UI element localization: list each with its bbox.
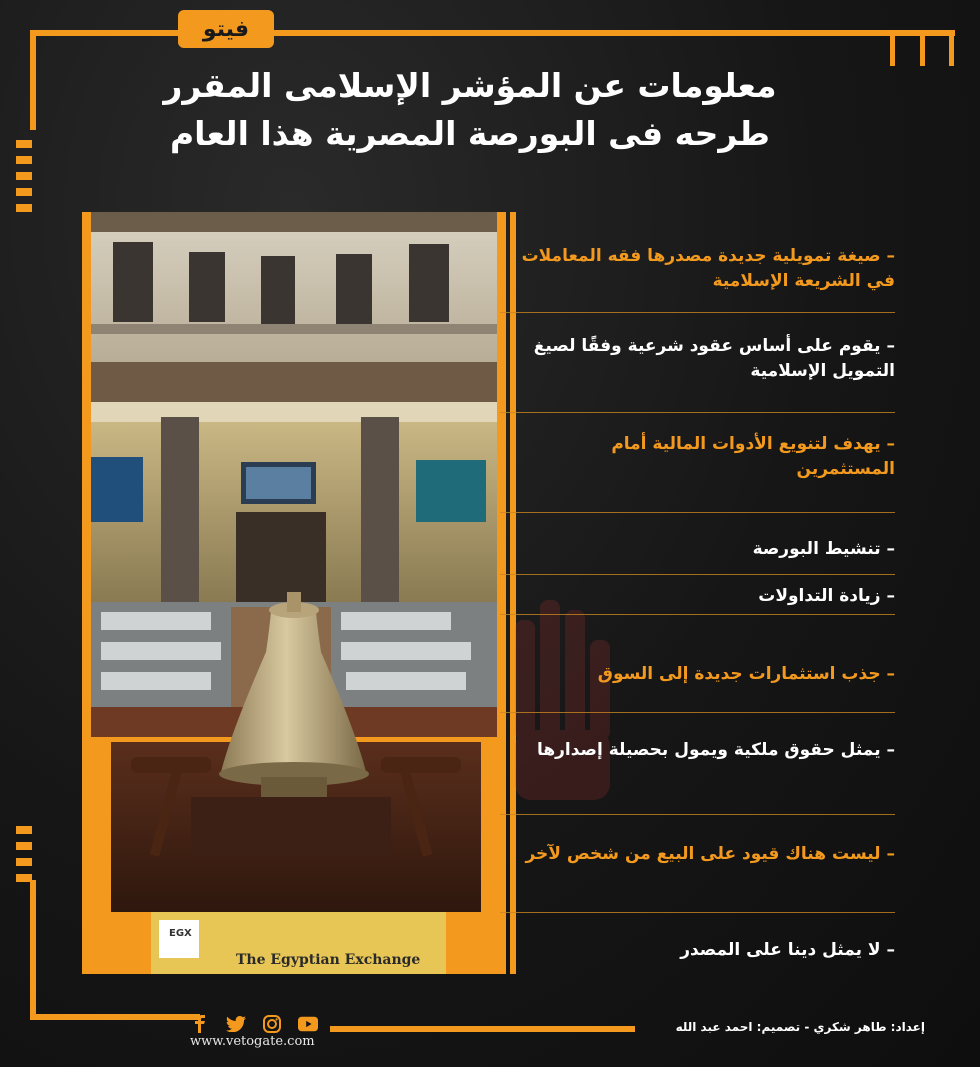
- list-item: – صيغة تمويلية جديدة مصدرها فقه المعاملات في الشريعة الإسلامية: [521, 246, 895, 291]
- list-separator: [500, 814, 895, 815]
- instagram-icon[interactable]: [262, 1015, 282, 1033]
- facebook-icon[interactable]: [190, 1015, 210, 1033]
- sign-logo: EGX: [169, 928, 192, 939]
- site-logo[interactable]: [178, 10, 274, 48]
- list-separator: [500, 712, 895, 713]
- website-url[interactable]: www.vetogate.com: [190, 1034, 315, 1049]
- credits-text: إعداد: طاهر شكري - تصميم: احمد عبد الله: [675, 1020, 925, 1034]
- frame-left-bar-top: [30, 30, 36, 130]
- left-dash-stack-bottom: [16, 826, 32, 890]
- list-item: – يهدف لتنويع الأدوات المالية أمام المستثمرين: [611, 434, 895, 479]
- title-line-1: معلومات عن المؤشر الإسلامى المقرر: [163, 66, 777, 105]
- title-line-2: طرحه فى البورصة المصرية هذا العام: [169, 114, 771, 153]
- photo-frame: [82, 212, 506, 974]
- frame-bottom-bar: [30, 1014, 200, 1020]
- list-separator: [500, 312, 895, 313]
- social-icons: [190, 1015, 318, 1033]
- list-item: – تنشيط البورصة: [752, 539, 895, 559]
- frame-top-bar: [30, 30, 955, 36]
- list-separator: [500, 412, 895, 413]
- list-item: – لا يمثل دينا على المصدر: [680, 940, 895, 960]
- list-item: – زيادة التداولات: [758, 586, 895, 606]
- list-separator: [500, 574, 895, 575]
- list-item: – يمثل حقوق ملكية ويمول بحصيلة إصدارها: [536, 740, 895, 760]
- youtube-icon[interactable]: [298, 1015, 318, 1033]
- list-separator: [500, 614, 895, 615]
- stock-exchange-photo: [91, 212, 497, 974]
- list-separator: [500, 912, 895, 913]
- frame-bottom-bar-right: [330, 1026, 635, 1032]
- list-item: – جذب استثمارات جديدة إلى السوق: [597, 664, 895, 684]
- logo-text: فيتو: [202, 16, 250, 42]
- list-item: – ليست هناك قيود على البيع من شخص لآخر: [525, 844, 895, 864]
- watermark-hand-icon: [505, 590, 615, 810]
- list-separator: [500, 512, 895, 513]
- sign-text: The Egyptian Exchange: [236, 952, 421, 968]
- list-item: – يقوم على أساس عقود شرعية وفقًا لصيغ التمويل الإسلامية: [533, 336, 895, 381]
- left-dash-stack-top: [16, 140, 32, 220]
- frame-left-bar-bottom: [30, 880, 36, 1020]
- page-title: [120, 62, 820, 158]
- twitter-icon[interactable]: [226, 1015, 246, 1033]
